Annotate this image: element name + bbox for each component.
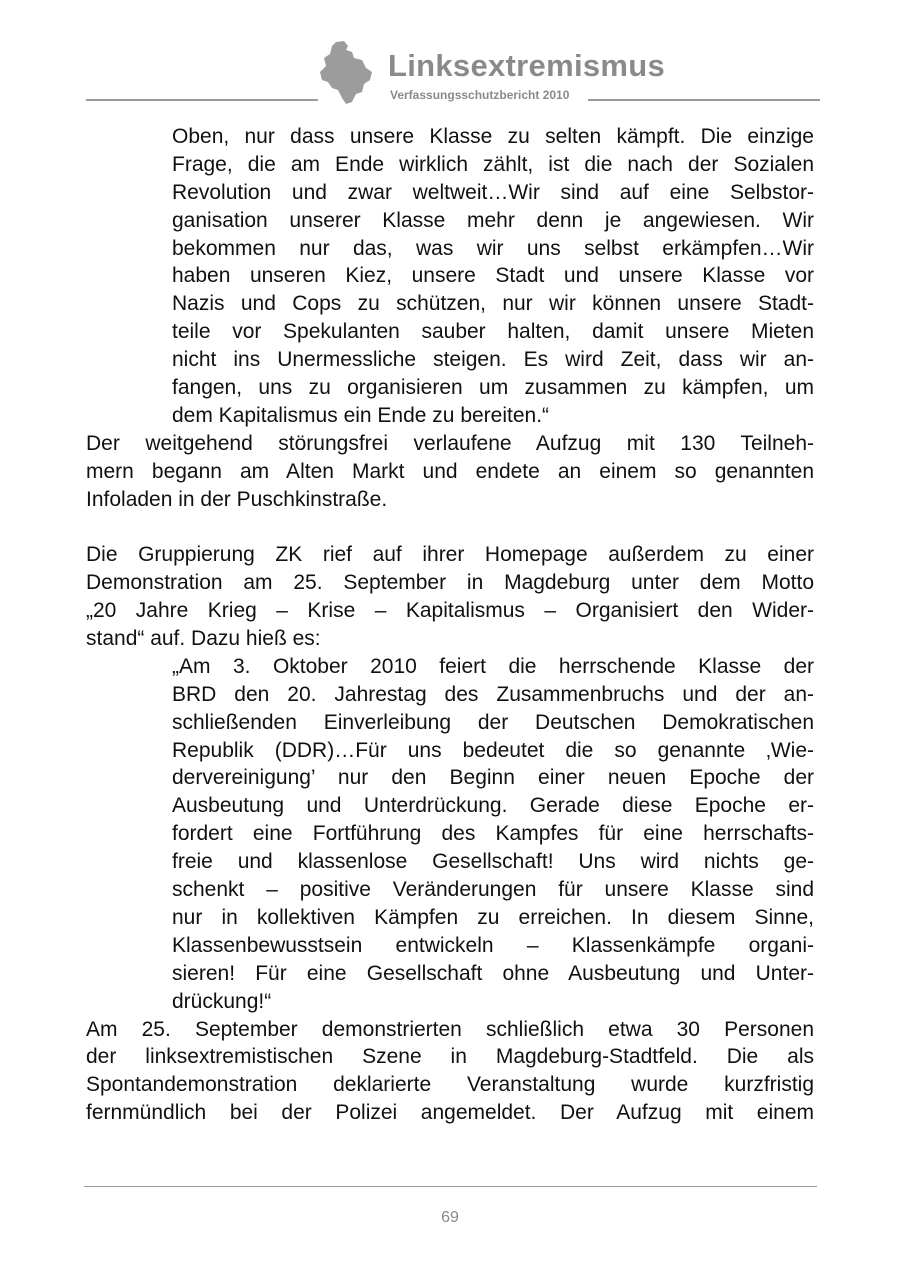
text-line: fordert eine Fortführung des Kampfes für eine herrschafts- xyxy=(172,822,814,846)
text-line: dem Kapitalismus ein Ende zu bereiten.“ xyxy=(172,403,550,427)
header-rule-right xyxy=(588,99,820,101)
block-quote-1 xyxy=(86,123,814,430)
paragraph-spacer xyxy=(86,513,814,541)
page-body xyxy=(86,123,814,1127)
text-line: Nazis und Cops zu schützen, nur wir können unsere Stadt- xyxy=(172,292,814,316)
header-title: Linksextremismus xyxy=(388,48,666,83)
text-line: Republik (DDR)…Für uns bedeutet die so genannte ‚Wie- xyxy=(172,738,814,762)
text-line: Der weitgehend störungsfrei verlaufene Aufzug mit 130 Teilneh- xyxy=(86,431,814,455)
text-line: Revolution und zwar weltweit…Wir sind auf eine Selbstor- xyxy=(172,180,814,204)
text-line: fangen, uns zu organisieren um zusammen zu kämpfen, um xyxy=(172,376,814,400)
text-line: stand“ auf. Dazu hieß es: xyxy=(86,627,321,651)
text-line: nur in kollektiven Kämpfen zu erreichen. In diesem Sinne, xyxy=(172,905,814,929)
text-line: bekommen nur das, was wir uns selbst erkämpfen…Wir xyxy=(172,236,814,260)
text-line: freie und klassenlose Gesellschaft! Uns wird nichts ge- xyxy=(172,850,814,874)
text-line: Die Gruppierung ZK rief auf ihrer Homepage außerdem zu einer xyxy=(86,543,814,567)
paragraph-2 xyxy=(86,541,814,653)
text-line: Demonstration am 25. September in Magdeburg unter dem Motto xyxy=(86,571,814,595)
paragraph-3 xyxy=(86,1016,814,1128)
header-rule-left xyxy=(86,99,318,101)
text-line: Am 25. September demonstrierten schließlich etwa 30 Personen xyxy=(86,1017,814,1041)
text-line: fernmündlich bei der Polizei angemeldet. Der Aufzug mit einem xyxy=(86,1101,814,1125)
text-line: Ausbeutung und Unterdrückung. Gerade diese Epoche er- xyxy=(172,794,814,818)
text-line: BRD den 20. Jahrestag des Zusammenbruchs und der an- xyxy=(172,682,814,706)
text-line: Klassenbewusstsein entwickeln – Klassenkämpfe organi- xyxy=(172,933,814,957)
text-line: schenkt – positive Veränderungen für unsere Klasse sind xyxy=(172,878,814,902)
text-line: der linksextremistischen Szene in Magdeburg-Stadtfeld. Die als xyxy=(86,1045,814,1069)
text-line: mern begann am Alten Markt und endete an einem so genannten xyxy=(86,459,814,483)
text-line: Frage, die am Ende wirklich zählt, ist die nach der Sozialen xyxy=(172,152,814,176)
page-number: 69 xyxy=(441,1209,459,1226)
text-line: nicht ins Unermessliche steigen. Es wird Zeit, dass wir an- xyxy=(172,348,814,372)
saxony-anhalt-map-icon xyxy=(318,40,374,106)
text-line: haben unseren Kiez, unsere Stadt und unsere Klasse vor xyxy=(172,264,814,288)
text-line: Oben, nur dass unsere Klasse zu selten kämpft. Die einzige xyxy=(172,125,814,148)
text-line: Spontandemonstration deklarierte Veranstaltung wurde kurzfristig xyxy=(86,1073,814,1097)
text-line: teile vor Spekulanten sauber halten, damit unsere Mieten xyxy=(172,320,814,344)
page-header xyxy=(0,0,900,110)
block-quote-2 xyxy=(86,653,814,1016)
text-line: „Am 3. Oktober 2010 feiert die herrschende Klasse der xyxy=(172,654,814,678)
header-subtitle: Verfassungsschutzbericht 2010 xyxy=(390,88,570,102)
text-line: dervereinigung’ nur den Beginn einer neuen Epoche der xyxy=(172,766,814,790)
text-line: schließenden Einverleibung der Deutschen Demokratischen xyxy=(172,710,814,734)
text-line: drückung!“ xyxy=(172,989,272,1013)
paragraph-1 xyxy=(86,430,814,514)
text-line: ganisation unserer Klasse mehr denn je angewiesen. Wir xyxy=(172,208,814,232)
footer-rule xyxy=(84,1186,817,1187)
text-line: „20 Jahre Krieg – Krise – Kapitalismus – Organisiert den Wider- xyxy=(86,599,814,623)
text-line: sieren! Für eine Gesellschaft ohne Ausbeutung und Unter- xyxy=(172,961,814,985)
text-line: Infoladen in der Puschkinstraße. xyxy=(86,487,388,511)
